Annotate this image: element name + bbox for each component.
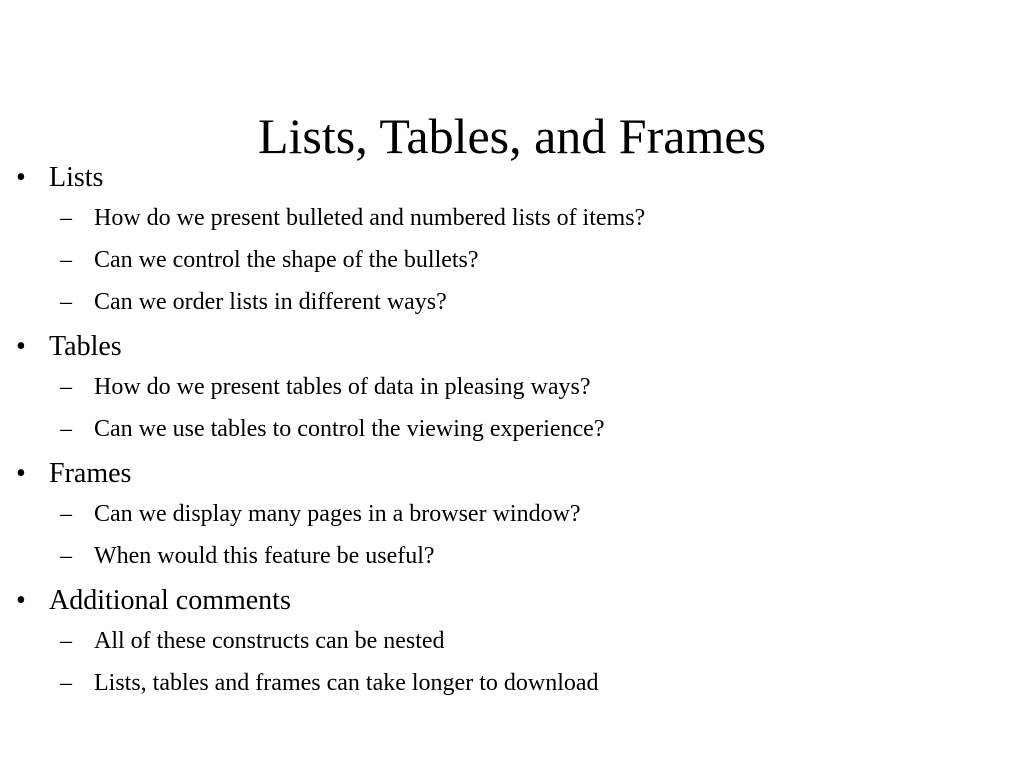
bullet-item: [0, 325, 1024, 452]
bullet-row: [0, 325, 1024, 368]
bullet-marker: •: [16, 331, 26, 362]
sub-list: [0, 368, 1024, 452]
bullet-item: [0, 156, 1024, 325]
bullet-row: [0, 579, 1024, 622]
bullet-marker: •: [16, 458, 26, 489]
sub-text: Can we use tables to control the viewing experience?: [94, 416, 605, 442]
sub-marker: –: [60, 205, 72, 231]
sub-item: [0, 241, 1024, 283]
sub-list: [0, 622, 1024, 706]
bullet-text: Additional comments: [49, 585, 291, 616]
sub-item: [0, 410, 1024, 452]
sub-text: Lists, tables and frames can take longer to download: [94, 670, 599, 696]
sub-item: [0, 283, 1024, 325]
sub-item: [0, 664, 1024, 706]
bullet-text: Frames: [49, 458, 132, 489]
bullet-row: [0, 452, 1024, 495]
sub-item: [0, 622, 1024, 664]
sub-item: [0, 199, 1024, 241]
sub-list: [0, 199, 1024, 325]
sub-text: All of these constructs can be nested: [94, 628, 445, 654]
sub-text: When would this feature be useful?: [94, 543, 435, 569]
sub-marker: –: [60, 289, 72, 315]
bullet-marker: •: [16, 585, 26, 616]
slide-title: Lists, Tables, and Frames: [257, 108, 766, 164]
sub-item: [0, 368, 1024, 410]
sub-marker: –: [60, 628, 72, 654]
sub-text: Can we control the shape of the bullets?: [94, 247, 479, 273]
sub-text: How do we present bulleted and numbered lists of items?: [94, 205, 646, 231]
sub-item: [0, 537, 1024, 579]
bullet-marker: •: [16, 162, 26, 193]
bullet-text: Lists: [49, 162, 104, 193]
bullet-item: [0, 452, 1024, 579]
sub-list: [0, 495, 1024, 579]
sub-marker: –: [60, 374, 72, 400]
sub-marker: –: [60, 501, 72, 527]
bullet-row: [0, 156, 1024, 199]
sub-marker: –: [60, 670, 72, 696]
sub-text: Can we display many pages in a browser window?: [94, 501, 581, 527]
sub-marker: –: [60, 247, 72, 273]
bullet-list: [0, 156, 1024, 706]
sub-text: How do we present tables of data in pleasing ways?: [94, 374, 591, 400]
sub-marker: –: [60, 416, 72, 442]
sub-marker: –: [60, 543, 72, 569]
sub-text: Can we order lists in different ways?: [94, 289, 447, 315]
sub-item: [0, 495, 1024, 537]
bullet-text: Tables: [49, 331, 122, 362]
bullet-item: [0, 579, 1024, 706]
